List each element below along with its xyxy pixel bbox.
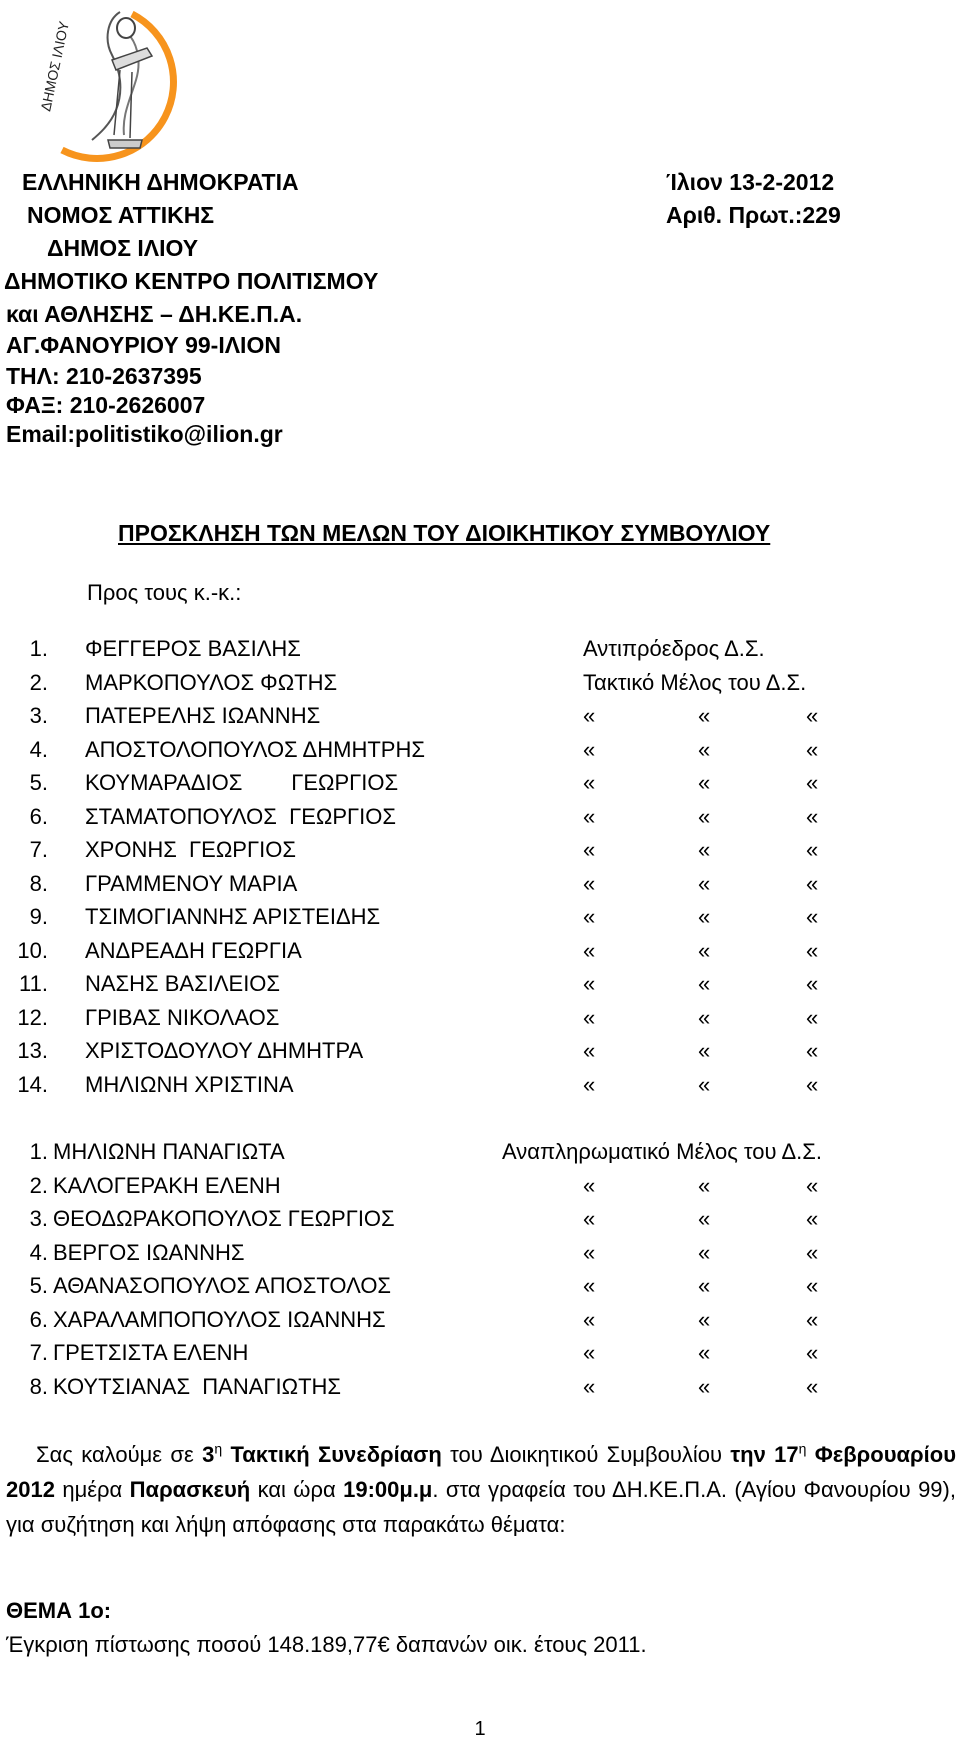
invitation-text: Σας καλούμε σε [36, 1442, 203, 1467]
ditto-mark: « [806, 1172, 819, 1198]
member-row [0, 1340, 960, 1373]
member-row [0, 737, 960, 770]
ditto-mark: « [698, 803, 711, 829]
member-row [0, 971, 960, 1004]
invitation-bold: Παρασκευή [129, 1477, 251, 1502]
member-name: ΧΑΡΑΛΑΜΠΟΠΟΥΛΟΣ ΙΩΑΝΝΗΣ [53, 1306, 386, 1332]
member-row [0, 938, 960, 971]
document-title: ΠΡΟΣΚΛΗΣΗ ΤΩΝ ΜΕΛΩΝ ΤΟΥ ΔΙΟΙΚΗΤΙΚΟΥ ΣΥΜΒΟΥΛΙΟΥ [118, 520, 771, 546]
member-name: ΜΗΛΙΩΝΗ ΠΑΝΑΓΙΩΤΑ [53, 1139, 285, 1164]
member-row [0, 670, 960, 703]
member-name: ΓΡΕΤΣΙΣΤΑ ΕΛΕΝΗ [53, 1340, 249, 1365]
member-number: 3. [29, 1206, 48, 1231]
ditto-mark: « [583, 770, 596, 795]
header-line: ΕΛΛΗΝΙΚΗ ΔΗΜΟΚΡΑΤΙΑ [22, 169, 299, 195]
member-name: ΜΑΡΚΟΠΟΥΛΟΣ ΦΩΤΗΣ [85, 669, 338, 695]
ditto-mark: « [698, 1340, 711, 1365]
ditto-mark: « [698, 1071, 711, 1097]
ditto-mark: « [698, 1306, 711, 1332]
topic-text: Έγκριση πίστωσης ποσού 148.189,77€ δαπανών οικ. έτους 2011. [6, 1632, 647, 1657]
invitation-text: ημέρα [54, 1477, 130, 1502]
member-row [0, 770, 960, 803]
ditto-mark: « [583, 1239, 596, 1265]
member-row [0, 1374, 960, 1407]
ditto-mark: « [583, 1172, 596, 1198]
ditto-mark: « [583, 1340, 596, 1365]
member-number: 8. [29, 870, 48, 896]
ditto-mark: « [698, 1206, 711, 1231]
invitation-text: και ώρα [250, 1477, 344, 1502]
ditto-mark: « [806, 837, 819, 862]
ditto-mark: « [583, 837, 596, 862]
member-number: 4. [29, 736, 48, 762]
ditto-mark: « [698, 703, 711, 728]
member-number: 3. [29, 703, 48, 728]
ditto-mark: « [698, 937, 711, 963]
member-name: ΘΕΟΔΩΡΑΚΟΠΟΥΛΟΣ ΓΕΩΡΓΙΟΣ [53, 1206, 395, 1231]
member-number: 7. [29, 837, 48, 862]
ditto-mark: « [806, 971, 819, 996]
member-number: 14. [17, 1071, 48, 1097]
ditto-mark: « [583, 870, 596, 896]
header-line: Email:politistiko@ilion.gr [6, 421, 283, 447]
invitation-paragraph [6, 1437, 956, 1542]
member-number: 4. [29, 1239, 48, 1265]
ditto-mark: « [698, 1239, 711, 1265]
member-number: 5. [29, 770, 48, 795]
member-number: 9. [29, 904, 48, 929]
member-name: ΠΑΤΕΡΕΛΗΣ ΙΩΑΝΝΗΣ [85, 703, 321, 728]
topic-heading: ΘΕΜΑ 1ο: [6, 1598, 112, 1623]
member-name: ΚΑΛΟΓΕΡΑΚΗ ΕΛΕΝΗ [53, 1172, 281, 1198]
member-name: ΑΠΟΣΤΟΛΟΠΟΥΛΟΣ ΔΗΜΗΤΡΗΣ [85, 736, 425, 762]
ditto-mark: « [583, 1373, 596, 1399]
header-line: ΑΓ.ΦΑΝΟΥΡΙΟΥ 99-ΙΛΙΟΝ [6, 332, 281, 358]
ditto-mark: « [806, 1206, 819, 1231]
ditto-mark: « [583, 803, 596, 829]
member-name: ΑΝΔΡΕΑΔΗ ΓΕΩΡΓΙΑ [85, 937, 302, 963]
ditto-mark: « [583, 971, 596, 996]
ditto-mark: « [698, 1038, 711, 1063]
member-name: ΦΕΓΓΕΡΟΣ ΒΑΣΙΛΗΣ [85, 636, 301, 661]
member-row [0, 904, 960, 937]
member-name: ΓΡΑΜΜΕΝΟΥ ΜΑΡΙΑ [85, 870, 298, 896]
invitation-bold: Φεβρουαρίου 2012 [6, 1442, 957, 1502]
member-row [0, 1240, 960, 1273]
member-row [0, 804, 960, 837]
member-name: ΧΡΙΣΤΟΔΟΥΛΟΥ ΔΗΜΗΤΡΑ [85, 1038, 364, 1063]
ditto-mark: « [806, 803, 819, 829]
ditto-mark: « [806, 904, 819, 929]
member-name: ΚΟΥΜΑΡΑΔΙΟΣ ΓΕΩΡΓΙΟΣ [85, 770, 399, 795]
ditto-mark: « [698, 736, 711, 762]
header-line: ΔΗΜΟΤΙΚΟ ΚΕΝΤΡΟ ΠΟΛΙΤΙΣΜΟΥ [4, 268, 379, 294]
ditto-mark: « [698, 770, 711, 795]
member-number: 10. [17, 937, 48, 963]
invitation-text: του Διοικητικού Συμβουλίου [441, 1442, 731, 1467]
member-number: 6. [29, 1306, 48, 1332]
header-line: και ΑΘΛΗΣΗΣ – ΔΗ.ΚΕ.Π.Α. [6, 301, 303, 327]
ditto-mark: « [806, 1239, 819, 1265]
member-row [0, 1139, 960, 1172]
ditto-mark: « [698, 1172, 711, 1198]
ditto-mark: « [806, 1004, 819, 1030]
page-number: 1 [474, 1718, 486, 1740]
ditto-mark: « [806, 770, 819, 795]
ditto-mark: « [583, 904, 596, 929]
member-name: ΚΟΥΤΣΙΑΝΑΣ ΠΑΝΑΓΙΩΤΗΣ [53, 1373, 342, 1399]
ditto-mark: « [583, 1071, 596, 1097]
member-row [0, 636, 960, 669]
member-role: Τακτικό Μέλος του Δ.Σ. [583, 669, 807, 695]
member-role: Αναπληρωματικό Μέλος του Δ.Σ. [502, 1139, 822, 1164]
member-number: 1. [29, 1139, 48, 1164]
invitation-bold: Τακτική Συνεδρίαση [222, 1442, 442, 1467]
ditto-mark: « [806, 1071, 819, 1097]
ditto-mark: « [583, 1206, 596, 1231]
member-row [0, 871, 960, 904]
invitation-bold: την 17 [730, 1442, 799, 1467]
invitation-sup: η [798, 1440, 807, 1457]
member-row [0, 1307, 960, 1340]
member-name: ΝΑΣΗΣ ΒΑΣΙΛΕΙΟΣ [85, 971, 281, 996]
header-line: ΦΑΞ: 210-2626007 [6, 392, 206, 418]
ditto-mark: « [806, 870, 819, 896]
ditto-mark: « [698, 1373, 711, 1399]
ditto-mark: « [583, 937, 596, 963]
member-row [0, 1005, 960, 1038]
member-name: ΓΡΙΒΑΣ ΝΙΚΟΛΑΟΣ [85, 1004, 280, 1030]
ditto-mark: « [583, 1306, 596, 1332]
member-name: ΜΗΛΙΩΝΗ ΧΡΙΣΤΙΝΑ [85, 1071, 294, 1097]
ditto-mark: « [698, 870, 711, 896]
member-name: ΤΣΙΜΟΓΙΑΝΝΗΣ ΑΡΙΣΤΕΙΔΗΣ [85, 904, 381, 929]
invitation-text: . στα γραφεία του ΔΗ.ΚΕ.Π.Α. (Αγίου Φανουρίου 99), για συζήτηση και λήψη απόφασης στα παρακάτω θέματα: [6, 1477, 956, 1537]
header-line: ΤΗΛ: 210-2637395 [6, 363, 202, 389]
municipality-logo [12, 0, 212, 168]
ditto-mark: « [806, 1038, 819, 1063]
member-number: 7. [29, 1340, 48, 1365]
member-number: 1. [29, 636, 48, 661]
member-number: 11. [19, 971, 48, 996]
member-number: 5. [29, 1273, 48, 1298]
member-number: 6. [29, 803, 48, 829]
member-row [0, 837, 960, 870]
member-row [0, 1173, 960, 1206]
ditto-mark: « [583, 1004, 596, 1030]
ditto-mark: « [806, 736, 819, 762]
ditto-mark: « [806, 1273, 819, 1298]
invitation-bold: 3 [202, 1442, 215, 1467]
addressee-label: Προς τους κ.-κ.: [87, 580, 242, 605]
protocol-number: Αριθ. Πρωτ.:229 [666, 202, 841, 228]
ditto-mark: « [583, 703, 596, 728]
member-number: 2. [29, 669, 48, 695]
ditto-mark: « [806, 1373, 819, 1399]
member-name: ΑΘΑΝΑΣΟΠΟΥΛΟΣ ΑΠΟΣΤΟΛΟΣ [53, 1273, 392, 1298]
ditto-mark: « [806, 937, 819, 963]
ditto-mark: « [806, 1306, 819, 1332]
member-number: 8. [29, 1373, 48, 1399]
header-line: ΔΗΜΟΣ ΙΛΙΟΥ [47, 235, 199, 261]
ditto-mark: « [583, 1273, 596, 1298]
ditto-mark: « [698, 1273, 711, 1298]
member-row [0, 703, 960, 736]
ditto-mark: « [698, 971, 711, 996]
invitation-sup: η [214, 1440, 223, 1457]
ditto-mark: « [698, 904, 711, 929]
ditto-mark: « [698, 837, 711, 862]
ditto-mark: « [583, 1038, 596, 1063]
member-row [0, 1038, 960, 1071]
member-role: Αντιπρόεδρος Δ.Σ. [583, 636, 765, 661]
document-date: Ίλιον 13-2-2012 [666, 169, 835, 195]
ditto-mark: « [583, 736, 596, 762]
invitation-bold: 19:00μ.μ [343, 1477, 433, 1502]
member-row [0, 1072, 960, 1105]
header-line: ΝΟΜΟΣ ΑΤΤΙΚΗΣ [27, 202, 215, 228]
member-number: 12. [17, 1004, 48, 1030]
logo-text: ΔΗΜΟΣ ΙΛΙΟΥ [37, 19, 72, 113]
member-name: ΣΤΑΜΑΤΟΠΟΥΛΟΣ ΓΕΩΡΓΙΟΣ [85, 803, 396, 829]
member-number: 13. [17, 1038, 48, 1063]
ditto-mark: « [698, 1004, 711, 1030]
member-row [0, 1273, 960, 1306]
member-name: ΧΡΟΝΗΣ ΓΕΩΡΓΙΟΣ [85, 837, 296, 862]
ditto-mark: « [806, 703, 819, 728]
member-row [0, 1206, 960, 1239]
member-number: 2. [29, 1172, 48, 1198]
member-name: ΒΕΡΓΟΣ ΙΩΑΝΝΗΣ [53, 1239, 245, 1265]
ditto-mark: « [806, 1340, 819, 1365]
